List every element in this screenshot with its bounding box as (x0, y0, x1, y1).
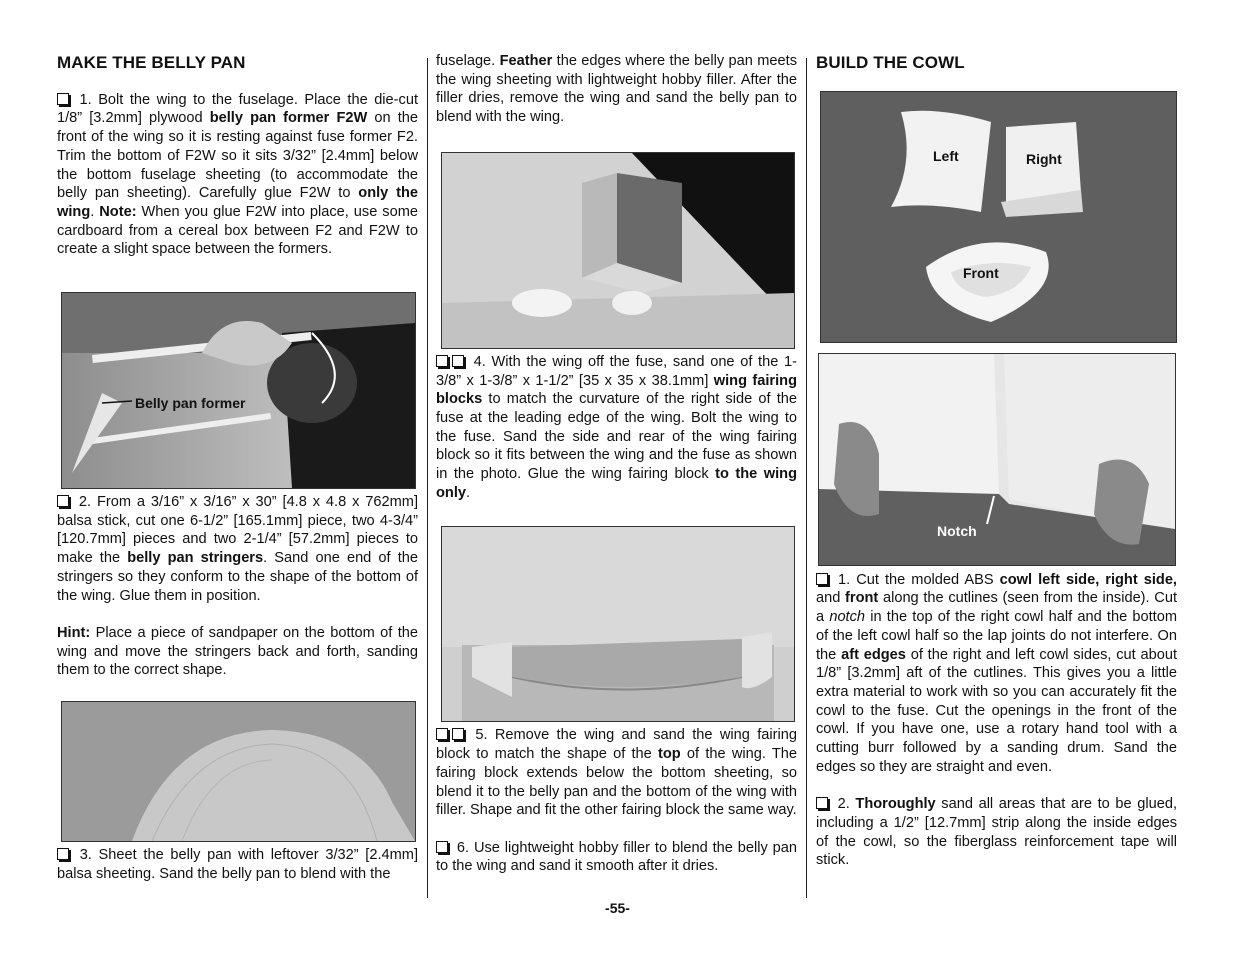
column-divider (806, 58, 807, 898)
checkbox-icon[interactable] (57, 848, 69, 860)
column-divider (427, 58, 428, 898)
checkbox-icon[interactable] (816, 573, 828, 585)
photo-label-belly-pan-former: Belly pan former (135, 395, 246, 412)
photo-belly-pan-sheeting (61, 701, 416, 842)
step-6-text: 6. Use lightweight hobby filler to blend the belly pan to the wing and sand it smooth after it dries. (436, 839, 797, 875)
section-heading: MAKE THE BELLY PAN (57, 53, 246, 72)
hint-text: Hint: Place a piece of sandpaper on the bottom of the wing and move the stringers back and forth, sanding them to the correct shape. (57, 624, 418, 679)
checkbox-icon[interactable] (452, 355, 464, 367)
checkbox-icon[interactable] (816, 797, 828, 809)
checkbox-icon[interactable] (436, 841, 448, 853)
photo-cowl-parts (820, 91, 1177, 343)
photo-label-right: Right (1026, 150, 1062, 167)
step-2-text: 2. From a 3/16” x 3/16” x 30” [4.8 x 4.8 x 762mm] balsa stick, cut one 6-1/2” [165.1mm] piece, two 4-3/4” [120.7mm] pieces and two 2-1/4” [57.2mm] pieces to make the belly pan stringers. Sand one end of the stringers so they conform to the shape of the bottom of the wing. Glue them in position. (57, 494, 418, 604)
photo-label-left: Left (933, 147, 959, 164)
photo-label-front: Front (963, 264, 999, 281)
photo-fairing-block-shaped (441, 526, 795, 722)
photo-label-notch: Notch (937, 522, 977, 539)
step-1-text: 1. Bolt the wing to the fuselage. Place the die-cut 1/8” [3.2mm] plywood belly pan former F2W on the front of the wing so it is resting against fuse former F2. Trim the bottom of F2W so it sits 3/32” [2.4mm] below the bottom fuselage sheeting (to accommodate the belly pan sheeting). Carefully glue F2W to only the wing. Note: When you glue F2W into place, use some cardboard from a cereal box between F2 and F2W to create a slight space between the formers. (57, 91, 418, 258)
section-heading: BUILD THE COWL (816, 53, 965, 72)
column-3 (816, 52, 1177, 870)
step-4-text: 4. With the wing off the fuse, sand one of the 1-3/8” x 1-3/8” x 1-1/2” [35 x 35 x 38.1mm] wing fairing blocks to match the curvature of the right side of the fuse at the leading edge of the wing. Bolt the wing to the fuse. Sand the side and rear of the wing fairing block so it fits between the wing and the fuse as shown in the photo. Glue the wing fairing block to the wing only. (436, 353, 797, 501)
step-3-text: 3. Sheet the belly pan with leftover 3/32” [2.4mm] balsa sheeting. Sand the belly pan to blend with the (57, 847, 418, 882)
checkbox-icon[interactable] (436, 355, 448, 367)
checkbox-icon[interactable] (57, 93, 69, 105)
photo-cowl-notch (818, 353, 1176, 566)
cowl-step-2-text: 2. Thoroughly sand all areas that are to be glued, including a 1/2” [12.7mm] strip along the inside edges of the cowl, so the fiberglass reinforcement tape will stick. (816, 796, 1178, 869)
column-2 (436, 52, 797, 876)
cowl-step-1-text: 1. Cut the molded ABS cowl left side, right side, and front along the cutlines (seen from the inside). Cut a notch in the top of the right cowl half and the bottom of the left cowl half so the lap joints do not interfere. On the aft edges of the right and left cowl sides, cut about 1/8” [3.2mm] aft of the cutlines. This gives you a little extra material to work with so you can accurately fit the cowl to the fuse. Cut the openings in the front of the cowl. If you have one, use a rotary hand tool with a cutting burr followed by a sanding drum. Sand the edges so they are straight and even. (816, 571, 1178, 775)
checkbox-icon[interactable] (57, 495, 69, 507)
photo-belly-pan-former (61, 292, 416, 489)
step-5-text: 5. Remove the wing and sand the wing fairing block to match the shape of the top of the wing. The fairing block extends below the bottom sheeting, so blend it to the belly pan and the bottom of the wing with filler. Shape and fit the other fairing block the same way. (436, 727, 797, 819)
photo-fairing-block (441, 152, 795, 349)
checkbox-icon[interactable] (452, 728, 464, 740)
page-number: -55- (605, 900, 630, 916)
checkbox-icon[interactable] (436, 728, 448, 740)
column-1 (57, 52, 418, 883)
step-3-continued: fuselage. Feather the edges where the belly pan meets the wing sheeting with lightweight hobby filler. After the filler dries, remove the wing and sand the belly pan to blend with the wing. (436, 53, 797, 126)
